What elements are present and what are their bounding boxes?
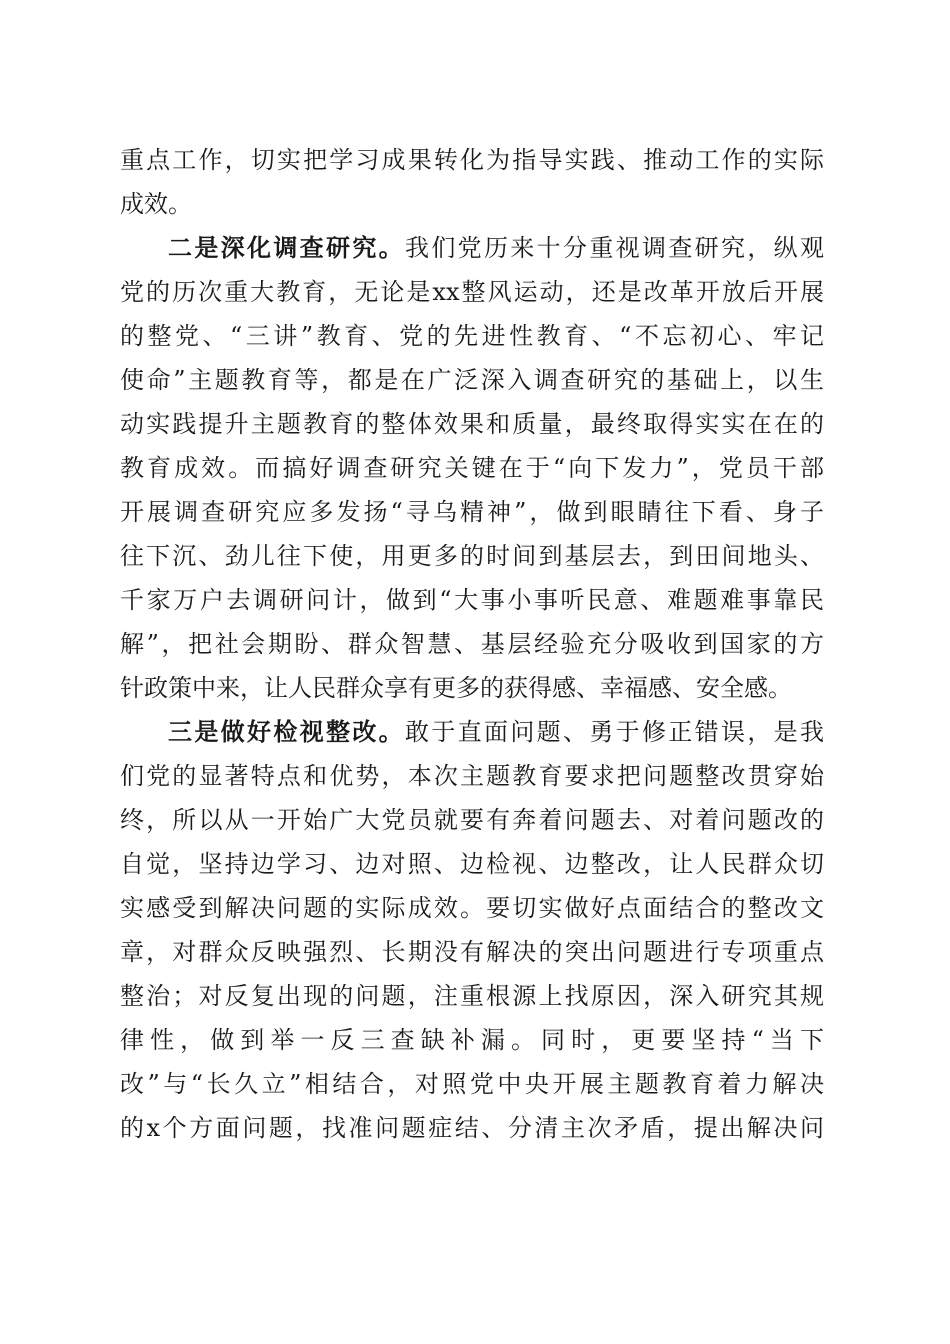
paragraph-lead-rest: 敢于直面问题、勇于修正错误，是我 bbox=[405, 718, 824, 746]
text-line: 章，对群众反映强烈、长期没有解决的突出问题进行专项重点 bbox=[120, 938, 824, 966]
text-line: 终，所以从一开始广大党员就要有奔着问题去、对着问题改的 bbox=[120, 806, 824, 834]
paragraph-heading-line bbox=[120, 710, 824, 754]
text-line: 改”与“长久立”相结合，对照党中央开展主题教育着力解决 bbox=[120, 1070, 824, 1098]
text-line: 针政策中来，让人民群众享有更多的获得感、幸福感、安全感。 bbox=[120, 674, 792, 702]
text-line: 们党的显著特点和优势，本次主题教育要求把问题整改贯穿始 bbox=[120, 762, 824, 790]
text-line: 成效。 bbox=[120, 190, 192, 218]
text-line: 开展调查研究应多发扬“寻乌精神”，做到眼睛往下看、身子 bbox=[120, 498, 824, 526]
text-line: 整治；对反复出现的问题，注重根源上找原因，深入研究其规 bbox=[120, 982, 824, 1010]
text-line: 党的历次重大教育，无论是xx整风运动，还是改革开放后开展 bbox=[120, 278, 824, 306]
text-line: 的x个方面问题，找准问题症结、分清主次矛盾，提出解决问 bbox=[120, 1114, 824, 1142]
text-line: 千家万户去调研问计，做到“大事小事听民意、难题难事靠民 bbox=[120, 586, 824, 614]
text-line: 实感受到解决问题的实际成效。要切实做好点面结合的整改文 bbox=[120, 894, 824, 922]
text-line: 的整党、“三讲”教育、党的先进性教育、“不忘初心、牢记 bbox=[120, 322, 824, 350]
body-text bbox=[120, 138, 824, 1150]
text-line: 使命”主题教育等，都是在广泛深入调查研究的基础上，以生 bbox=[120, 366, 824, 394]
text-line: 解”，把社会期盼、群众智慧、基层经验充分吸收到国家的方 bbox=[120, 630, 824, 658]
paragraph-heading-line bbox=[120, 226, 824, 270]
text-line: 教育成效。而搞好调查研究关键在于“向下发力”，党员干部 bbox=[120, 454, 824, 482]
text-line: 动实践提升主题教育的整体效果和质量，最终取得实实在在的 bbox=[120, 410, 824, 438]
paragraph-lead: 三是做好检视整改。 bbox=[168, 717, 405, 746]
paragraph-lead-rest: 我们党历来十分重视调查研究，纵观 bbox=[405, 234, 824, 262]
text-line: 重点工作，切实把学习成果转化为指导实践、推动工作的实际 bbox=[120, 146, 824, 174]
text-line: 自觉，坚持边学习、边对照、边检视、边整改，让人民群众切 bbox=[120, 850, 824, 878]
text-line: 往下沉、劲儿往下使，用更多的时间到基层去，到田间地头、 bbox=[120, 542, 824, 570]
paragraph-lead: 二是深化调查研究。 bbox=[168, 233, 405, 262]
text-line: 律性，做到举一反三查缺补漏。同时，更要坚持“当下 bbox=[120, 1026, 824, 1054]
